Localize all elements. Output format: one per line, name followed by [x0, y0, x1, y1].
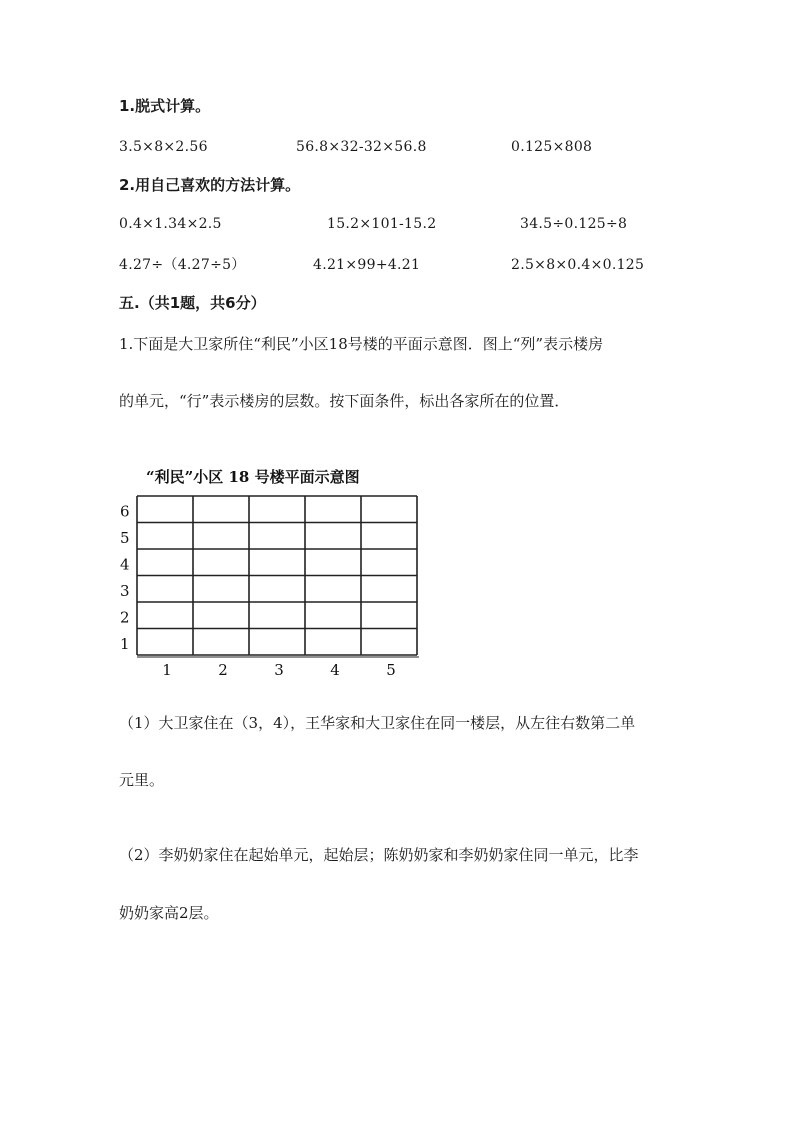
row-label: 6	[120, 502, 130, 521]
section-5-question-line-1: 1.下面是大卫家所住“利民”小区18号楼的平面示意图．图上“列”表示楼房	[119, 335, 604, 353]
row-label: 5	[120, 529, 130, 547]
expression-q2-f: 2.5×8×0.4×0.125	[511, 257, 645, 273]
row-label: 1	[120, 635, 130, 653]
column-label: 3	[274, 661, 284, 679]
sub-question-2-line-2: 奶奶家高2层。	[119, 904, 219, 922]
sub-question-1-line-1: （1）大卫家住在（3，4），王华家和大卫家住在同一楼层，从左往右数第二单	[119, 714, 636, 732]
sub-question-2-line-1: （2）李奶奶家住在起始单元，起始层；陈奶奶家和李奶奶家住同一单元，比李	[119, 846, 639, 864]
floor-plan-title: “利民”小区 18 号楼平面示意图	[146, 468, 360, 486]
column-label: 5	[386, 661, 396, 679]
section-5-question-line-2: 的单元，“行”表示楼房的层数。按下面条件，标出各家所在的位置．	[119, 392, 570, 410]
expression-q2-c: 34.5÷0.125÷8	[520, 216, 628, 232]
column-label: 2	[218, 661, 228, 679]
expression-q1-b: 56.8×32-32×56.8	[296, 139, 427, 155]
row-label: 4	[120, 555, 130, 574]
question-1-title: 1.脱式计算。	[119, 97, 211, 115]
question-2-title: 2.用自己喜欢的方法计算。	[119, 176, 301, 194]
floor-plan-grid	[110, 462, 430, 682]
expression-q2-d: 4.27÷（4.27÷5）	[119, 257, 246, 273]
section-5-title: 五.（共1题，共6分）	[119, 294, 266, 312]
column-label: 4	[330, 661, 340, 679]
expression-q2-a: 0.4×1.34×2.5	[119, 216, 222, 232]
row-label: 2	[120, 608, 130, 627]
expression-q2-b: 15.2×101-15.2	[327, 216, 437, 232]
expression-q2-e: 4.21×99+4.21	[313, 257, 421, 273]
sub-question-1-line-2: 元里。	[119, 771, 165, 789]
expression-q1-a: 3.5×8×2.56	[119, 139, 208, 155]
expression-q1-c: 0.125×808	[511, 139, 593, 155]
row-label: 3	[120, 582, 130, 600]
column-label: 1	[162, 661, 172, 679]
